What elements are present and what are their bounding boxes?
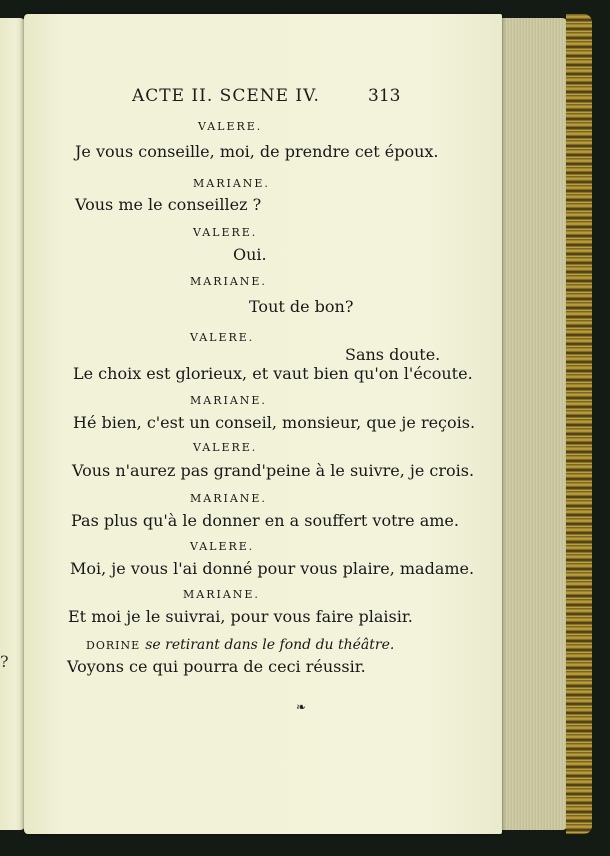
- page-number: 313: [368, 86, 401, 106]
- running-header: ACTE II. SCENE IV.: [132, 86, 320, 106]
- verse-line: Vous n'aurez pas grand'peine à le suivre, je crois.: [72, 461, 475, 480]
- speaker-mariane: MARIANE.: [190, 394, 267, 407]
- verse-line: Vous me le conseillez ?: [75, 195, 262, 214]
- ornament-icon: ❧: [296, 700, 307, 714]
- verse-line: Moi, je vous l'ai donné pour vous plaire, madame.: [70, 559, 475, 578]
- facing-page-mark: ?: [0, 652, 9, 671]
- speaker-valere: VALERE.: [190, 540, 255, 553]
- verse-line: Le choix est glorieux, et vaut bien qu'on l'écoute.: [73, 364, 473, 383]
- verse-line: Tout de bon?: [249, 297, 354, 316]
- verse-line: Et moi je le suivrai, pour vous faire plaisir.: [68, 607, 413, 626]
- verse-line: Je vous conseille, moi, de prendre cet époux.: [75, 142, 439, 161]
- speaker-valere: VALERE.: [193, 441, 258, 454]
- speaker-mariane: MARIANE.: [190, 275, 267, 288]
- verse-line: Oui.: [233, 245, 267, 264]
- stage-direction: [86, 634, 394, 653]
- book-spine-cover: [566, 14, 592, 834]
- speaker-mariane: MARIANE.: [193, 177, 270, 190]
- speaker-mariane: MARIANE.: [183, 588, 260, 601]
- facing-page-edge: [0, 18, 26, 830]
- speaker-valere: VALERE.: [190, 331, 255, 344]
- final-verse-line: Voyons ce qui pourra de ceci réussir.: [67, 657, 366, 676]
- speaker-mariane: MARIANE.: [190, 492, 267, 505]
- speaker-valere: VALERE.: [198, 120, 263, 133]
- stage-direction-text: se retirant dans le fond du théâtre.: [145, 637, 395, 653]
- speaker-valere: VALERE.: [193, 226, 258, 239]
- page-edges: [500, 18, 568, 830]
- verse-line: Sans doute.: [345, 345, 441, 364]
- verse-line: Pas plus qu'à le donner en a souffert votre ame.: [71, 511, 459, 530]
- verse-line: Hé bien, c'est un conseil, monsieur, que je reçois.: [73, 413, 476, 432]
- stage-direction-speaker: DORINE: [86, 639, 141, 652]
